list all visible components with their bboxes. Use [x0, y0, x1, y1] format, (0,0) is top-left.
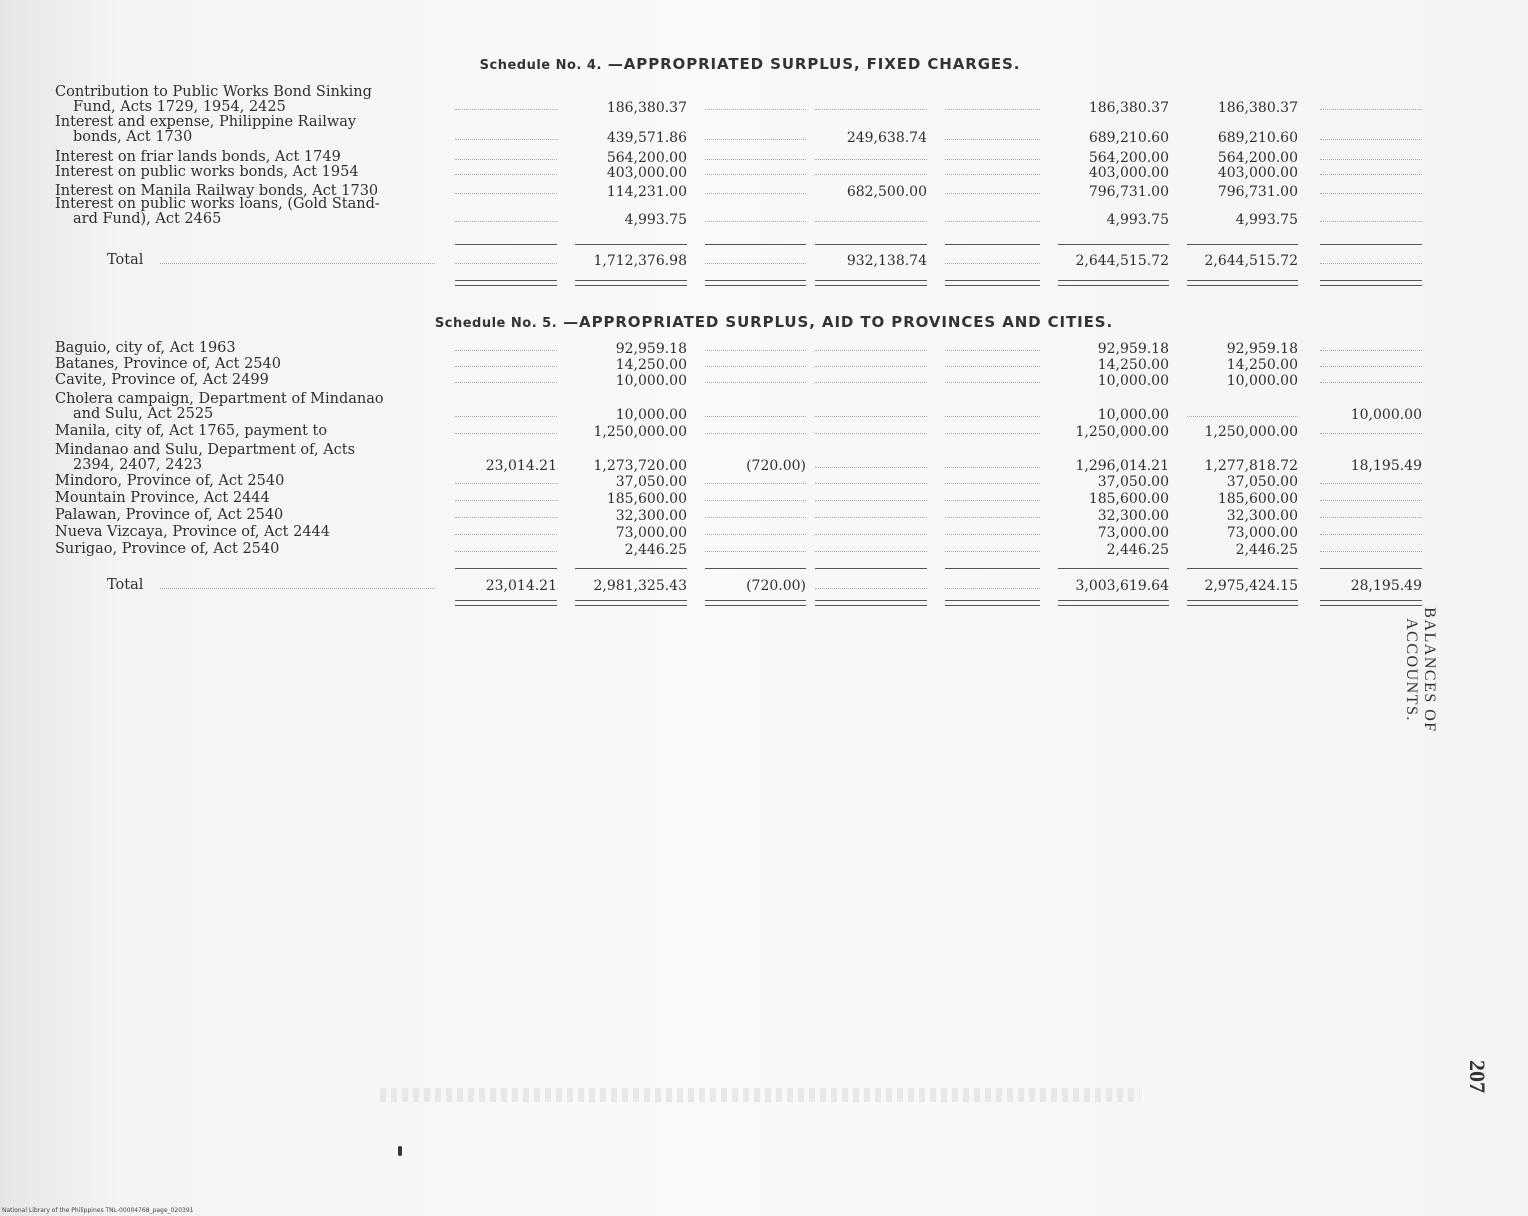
row-description	[55, 165, 440, 180]
row-description	[55, 491, 440, 506]
amount-cell: 796,731.00	[1088, 184, 1169, 200]
leader-dots	[815, 108, 927, 110]
description-line: Palawan, Province of, Act 2540	[55, 507, 284, 523]
leader-dots	[1320, 220, 1422, 222]
leader-dots	[455, 365, 557, 367]
sum-rule	[1187, 568, 1298, 569]
total-amount: 2,644,515.72	[1204, 253, 1298, 269]
total-amount: 1,712,376.98	[593, 253, 687, 269]
amount-cell: 10,000.00	[615, 407, 687, 423]
total-double-rule	[455, 280, 557, 286]
amount-cell: 185,600.00	[1088, 491, 1169, 507]
leader-dots	[945, 466, 1040, 468]
leader-dots	[945, 381, 1040, 383]
row-description	[55, 542, 440, 557]
leader-dots	[815, 499, 927, 501]
leader-dots	[705, 550, 806, 552]
leader-dots	[455, 516, 557, 518]
sum-rule	[575, 244, 687, 245]
row-description	[55, 508, 440, 523]
page-number: 207	[1465, 1060, 1490, 1093]
amount-cell: 564,200.00	[1217, 150, 1298, 166]
amount-cell: 1,277,818.72	[1204, 458, 1298, 474]
amount-cell: 14,250.00	[1097, 357, 1169, 373]
row-description	[55, 474, 440, 489]
leader-dots	[945, 432, 1040, 434]
total-amount: 932,138.74	[846, 253, 927, 269]
footer-credit: National Library of the Philippines TNL-00004768_page_020391	[2, 1207, 194, 1214]
description-line: Nueva Vizcaya, Province of, Act 2444	[55, 524, 330, 540]
amount-cell: 92,959.18	[615, 341, 687, 357]
leader-dots	[1320, 499, 1422, 501]
amount-cell: 564,200.00	[606, 150, 687, 166]
sum-rule	[705, 244, 806, 245]
leader-dots	[705, 262, 806, 264]
amount-cell: 403,000.00	[606, 165, 687, 181]
leader-dots	[705, 533, 806, 535]
row-description	[55, 85, 440, 115]
amount-cell: 114,231.00	[606, 184, 687, 200]
amount-cell: 186,380.37	[1217, 100, 1298, 116]
leader-dots	[945, 533, 1040, 535]
leader-dots	[1320, 108, 1422, 110]
sum-rule	[455, 244, 557, 245]
total-amount: 28,195.49	[1350, 578, 1422, 594]
row-description	[55, 373, 440, 388]
total-double-rule	[575, 280, 687, 286]
row-description	[55, 357, 440, 372]
total-double-rule	[1187, 280, 1298, 286]
amount-cell: 10,000.00	[1350, 407, 1422, 423]
leader-dots	[945, 482, 1040, 484]
leader-dots	[455, 262, 557, 264]
description-line: and Sulu, Act 2525	[73, 406, 214, 422]
description-line: bonds, Act 1730	[73, 129, 193, 145]
leader-dots	[945, 220, 1040, 222]
total-label	[55, 253, 440, 268]
total-double-rule	[945, 280, 1040, 286]
leader-dots	[815, 516, 927, 518]
row-description	[55, 341, 440, 356]
amount-cell: 185,600.00	[606, 491, 687, 507]
amount-cell: 4,993.75	[1106, 212, 1169, 228]
leader-dots	[1320, 349, 1422, 351]
amount-cell: 564,200.00	[1088, 150, 1169, 166]
amount-cell: 10,000.00	[615, 373, 687, 389]
description-line: Surigao, Province of, Act 2540	[55, 541, 280, 557]
leader-dots	[815, 587, 927, 589]
description-line: Mountain Province, Act 2444	[55, 490, 270, 506]
amount-cell: 689,210.60	[1088, 130, 1169, 146]
schedule-4-title	[0, 55, 1500, 73]
leader-dots	[945, 192, 1040, 194]
row-description	[55, 424, 440, 439]
description-line: Mindanao and Sulu, Department of, Acts	[55, 442, 356, 458]
leader-dots	[1320, 262, 1422, 264]
description-line: Interest on public works bonds, Act 1954	[55, 164, 359, 180]
leader-dots	[705, 192, 806, 194]
amount-cell: 37,050.00	[615, 474, 687, 490]
leader-dots	[455, 158, 557, 160]
leader-dots	[455, 499, 557, 501]
amount-cell: 1,273,720.00	[593, 458, 687, 474]
amount-cell: 32,300.00	[1097, 508, 1169, 524]
leader-dots	[815, 415, 927, 417]
leader-dots	[815, 533, 927, 535]
running-header: BALANCES OF ACCOUNTS.	[1403, 607, 1438, 733]
sum-rule	[575, 568, 687, 569]
amount-cell: (720.00)	[746, 458, 806, 474]
leader-dots	[455, 432, 557, 434]
leader-dots	[1320, 550, 1422, 552]
amount-cell: 32,300.00	[615, 508, 687, 524]
leader-dots	[455, 349, 557, 351]
amount-cell: 4,993.75	[624, 212, 687, 228]
total-text: Total	[107, 577, 144, 593]
total-double-rule	[575, 600, 687, 606]
description-line: Interest and expense, Philippine Railway	[55, 114, 357, 130]
leader-dots	[455, 220, 557, 222]
sum-rule	[945, 568, 1040, 569]
leader-dots	[1320, 158, 1422, 160]
total-double-rule	[455, 600, 557, 606]
amount-cell: 2,446.25	[1235, 542, 1298, 558]
amount-cell: 403,000.00	[1088, 165, 1169, 181]
leader-dots	[1320, 533, 1422, 535]
amount-cell: 186,380.37	[606, 100, 687, 116]
total-amount: 2,644,515.72	[1075, 253, 1169, 269]
amount-cell: 186,380.37	[1088, 100, 1169, 116]
leader-dots	[815, 349, 927, 351]
leader-dots	[455, 138, 557, 140]
amount-cell: 23,014.21	[485, 458, 557, 474]
amount-cell: 37,050.00	[1097, 474, 1169, 490]
total-double-rule	[1058, 280, 1169, 286]
total-text: Total	[107, 252, 144, 268]
total-double-rule	[705, 280, 806, 286]
leader-dots	[705, 158, 806, 160]
amount-cell: 4,993.75	[1235, 212, 1298, 228]
amount-cell: 1,296,014.21	[1075, 458, 1169, 474]
amount-cell: 92,959.18	[1226, 341, 1298, 357]
description-line: Cholera campaign, Department of Mindanao	[55, 391, 384, 407]
amount-cell: 1,250,000.00	[1075, 424, 1169, 440]
description-line: Manila, city of, Act 1765, payment to	[55, 423, 328, 439]
amount-cell: 439,571.86	[606, 130, 687, 146]
total-double-rule	[1187, 600, 1298, 606]
total-double-rule	[1058, 600, 1169, 606]
amount-cell: 32,300.00	[1226, 508, 1298, 524]
sum-rule	[815, 244, 927, 245]
leader-dots	[160, 587, 435, 589]
total-label	[55, 578, 440, 593]
leader-dots	[705, 482, 806, 484]
description-line: Fund, Acts 1729, 1954, 2425	[73, 99, 286, 115]
amount-cell: 92,959.18	[1097, 341, 1169, 357]
leader-dots	[945, 550, 1040, 552]
leader-dots	[455, 533, 557, 535]
total-double-rule	[1320, 600, 1422, 606]
leader-dots	[815, 482, 927, 484]
ink-speck	[398, 1146, 402, 1156]
leader-dots	[705, 381, 806, 383]
amount-cell: 10,000.00	[1097, 373, 1169, 389]
leader-dots	[455, 173, 557, 175]
description-line: Contribution to Public Works Bond Sinking	[55, 84, 372, 100]
sum-rule	[1320, 568, 1422, 569]
leader-dots	[1320, 138, 1422, 140]
sum-rule	[705, 568, 806, 569]
amount-cell: 689,210.60	[1217, 130, 1298, 146]
leader-dots	[815, 173, 927, 175]
leader-dots	[815, 432, 927, 434]
leader-dots	[1320, 516, 1422, 518]
leader-dots	[815, 381, 927, 383]
leader-dots	[1320, 381, 1422, 383]
sum-rule	[1058, 244, 1169, 245]
leader-dots	[705, 365, 806, 367]
total-amount: 2,975,424.15	[1204, 578, 1298, 594]
total-double-rule	[1320, 280, 1422, 286]
amount-cell: 1,250,000.00	[593, 424, 687, 440]
description-line: Batanes, Province of, Act 2540	[55, 356, 281, 372]
leader-dots	[945, 349, 1040, 351]
sum-rule	[455, 568, 557, 569]
schedule-5-heading: —APPROPRIATED SURPLUS, AID TO PROVINCES AND CITIES.	[563, 313, 1114, 331]
leader-dots	[945, 516, 1040, 518]
leader-dots	[455, 482, 557, 484]
leader-dots	[705, 173, 806, 175]
amount-cell: 185,600.00	[1217, 491, 1298, 507]
total-double-rule	[945, 600, 1040, 606]
leader-dots	[455, 108, 557, 110]
row-description	[55, 443, 440, 473]
amount-cell: 10,000.00	[1097, 407, 1169, 423]
leader-dots	[815, 550, 927, 552]
amount-cell: 2,446.25	[624, 542, 687, 558]
sum-rule	[1187, 244, 1298, 245]
leader-dots	[945, 262, 1040, 264]
leader-dots	[160, 262, 435, 264]
sum-rule	[945, 244, 1040, 245]
sum-rule	[1058, 568, 1169, 569]
description-line: ard Fund), Act 2465	[73, 211, 222, 227]
amount-cell: 73,000.00	[1097, 525, 1169, 541]
amount-cell: 37,050.00	[1226, 474, 1298, 490]
total-amount: 23,014.21	[485, 578, 557, 594]
amount-cell: 73,000.00	[615, 525, 687, 541]
total-double-rule	[815, 600, 927, 606]
description-line: Mindoro, Province of, Act 2540	[55, 473, 285, 489]
amount-cell: 2,446.25	[1106, 542, 1169, 558]
amount-cell: 18,195.49	[1350, 458, 1422, 474]
schedule-4-prefix: Schedule No. 4.	[479, 58, 602, 73]
sum-rule	[815, 568, 927, 569]
leader-dots	[705, 108, 806, 110]
amount-cell: 682,500.00	[846, 184, 927, 200]
amount-cell: 403,000.00	[1217, 165, 1298, 181]
amount-cell: 1,250,000.00	[1204, 424, 1298, 440]
total-amount: 3,003,619.64	[1075, 578, 1169, 594]
leader-dots	[945, 365, 1040, 367]
total-double-rule	[815, 280, 927, 286]
leader-dots	[1320, 173, 1422, 175]
leader-dots	[1320, 192, 1422, 194]
total-amount: 2,981,325.43	[593, 578, 687, 594]
row-description	[55, 197, 440, 227]
amount-cell: 14,250.00	[1226, 357, 1298, 373]
leader-dots	[705, 432, 806, 434]
leader-dots	[945, 108, 1040, 110]
bleed-through-text	[380, 1088, 1140, 1102]
leader-dots	[1320, 365, 1422, 367]
amount-cell: 73,000.00	[1226, 525, 1298, 541]
schedule-5-prefix: Schedule No. 5.	[434, 316, 558, 331]
amount-cell: 14,250.00	[615, 357, 687, 373]
schedule-5-title	[0, 313, 1524, 331]
description-line: Interest on friar lands bonds, Act 1749	[55, 149, 341, 165]
leader-dots	[705, 415, 806, 417]
leader-dots	[945, 415, 1040, 417]
leader-dots	[945, 173, 1040, 175]
leader-dots	[815, 220, 927, 222]
total-amount: (720.00)	[746, 578, 806, 594]
leader-dots	[945, 158, 1040, 160]
description-line: Cavite, Province of, Act 2499	[55, 372, 269, 388]
row-description	[55, 150, 440, 165]
amount-cell: 249,638.74	[846, 130, 927, 146]
leader-dots	[455, 550, 557, 552]
description-line: Baguio, city of, Act 1963	[55, 340, 236, 356]
leader-dots	[815, 158, 927, 160]
leader-dots	[945, 499, 1040, 501]
leader-dots	[815, 466, 927, 468]
leader-dots	[455, 415, 557, 417]
row-description	[55, 392, 440, 422]
leader-dots	[945, 138, 1040, 140]
leader-dots	[945, 587, 1040, 589]
leader-dots	[455, 192, 557, 194]
leader-dots	[1320, 482, 1422, 484]
amount-cell: 10,000.00	[1226, 373, 1298, 389]
amount-cell: 796,731.00	[1217, 184, 1298, 200]
leader-dots	[1320, 432, 1422, 434]
leader-dots	[705, 220, 806, 222]
schedule-4-heading: —APPROPRIATED SURPLUS, FIXED CHARGES.	[607, 55, 1021, 73]
description-line: 2394, 2407, 2423	[73, 457, 203, 473]
leader-dots	[1187, 415, 1298, 417]
row-description	[55, 115, 440, 145]
description-line: Interest on public works loans, (Gold Stand-	[55, 196, 380, 212]
leader-dots	[705, 349, 806, 351]
sum-rule	[1320, 244, 1422, 245]
row-description	[55, 525, 440, 540]
leader-dots	[705, 138, 806, 140]
description-line: Interest on Manila Railway bonds, Act 1730	[55, 183, 379, 199]
leader-dots	[705, 516, 806, 518]
leader-dots	[455, 381, 557, 383]
total-double-rule	[705, 600, 806, 606]
leader-dots	[815, 365, 927, 367]
leader-dots	[705, 499, 806, 501]
